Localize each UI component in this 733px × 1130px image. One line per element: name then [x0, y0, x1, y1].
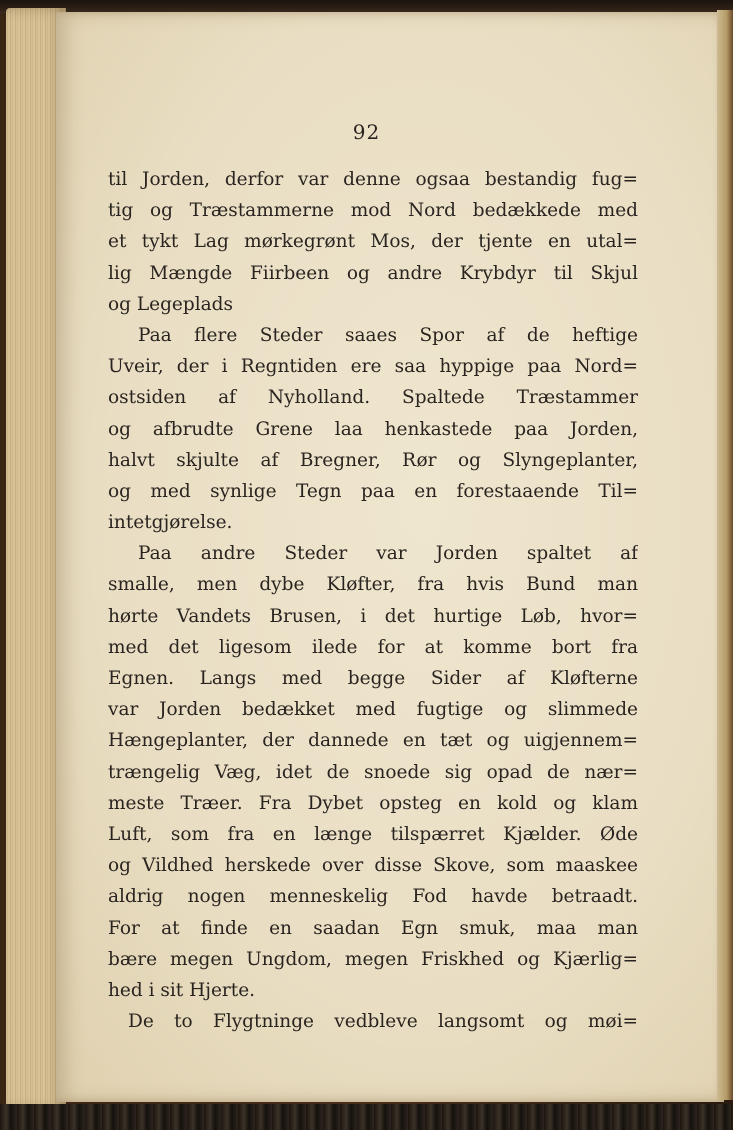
text-line: For at finde en saadan Egn smuk, maa man	[108, 917, 638, 939]
text-line: med det ligesom ilede for at komme bort fra	[108, 636, 638, 658]
text-line: halvt skjulte af Bregner, Rør og Slyngeplanter,	[108, 449, 638, 471]
text-line: og Vildhed herskede over disse Skove, som maaskee	[108, 855, 638, 877]
text-line: Paa flere Steder saaes Spor af de heftige	[138, 324, 638, 346]
text-line: og Legeplads	[108, 293, 234, 315]
text-line: lig Mængde Fiirbeen og andre Krybdyr til Skjul	[108, 262, 638, 284]
background-bottom	[0, 1104, 733, 1130]
text-line: De to Flygtninge vedbleve langsomt og møi=	[128, 1011, 638, 1033]
text-line: ostsiden af Nyholland. Spaltede Træstammer	[108, 387, 638, 409]
text-line: Hængeplanter, der dannede en tæt og uigjennem=	[108, 730, 638, 752]
text-line: til Jorden, derfor var denne ogsaa bestandig fug=	[108, 169, 638, 190]
text-line: Luft, som fra en længe tilspærret Kjælder. Øde	[108, 823, 638, 845]
text-line: intetgjørelse.	[108, 512, 233, 534]
text-line: bære megen Ungdom, megen Friskhed og Kjærlig=	[108, 948, 638, 970]
text-line: hørte Vandets Brusen, i det hurtige Løb, hvor=	[108, 605, 638, 627]
text-line: trængelig Væg, idet de snoede sig opad de nær=	[108, 761, 638, 783]
text-line: og afbrudte Grene laa henkastede paa Jorden,	[108, 418, 638, 440]
page-number: 92	[352, 120, 381, 144]
text-line: tig og Træstammerne mod Nord bedækkede med	[108, 200, 638, 222]
text-line: og med synlige Tegn paa en forestaaende Til=	[108, 480, 638, 502]
page-right-edge	[717, 10, 733, 1100]
page-body	[108, 164, 638, 1037]
text-line: Uveir, der i Regntiden ere saa hyppige paa Nord=	[108, 356, 638, 378]
text-line: et tykt Lag mørkegrønt Mos, der tjente en utal=	[108, 231, 638, 253]
text-line: Egnen. Langs med begge Sider af Kløfterne	[108, 668, 638, 689]
text-line: Paa andre Steder var Jorden spaltet af	[138, 543, 638, 565]
text-line: aldrig nogen menneskelig Fod havde betraadt.	[108, 886, 638, 908]
text-line: meste Træer. Fra Dybet opsteg en kold og klam	[108, 792, 638, 814]
text-line: smalle, men dybe Kløfter, fra hvis Bund man	[108, 574, 638, 596]
text-line: var Jorden bedækket med fugtige og slimmede	[108, 699, 638, 721]
text-line: hed i sit Hjerte.	[108, 979, 256, 1001]
